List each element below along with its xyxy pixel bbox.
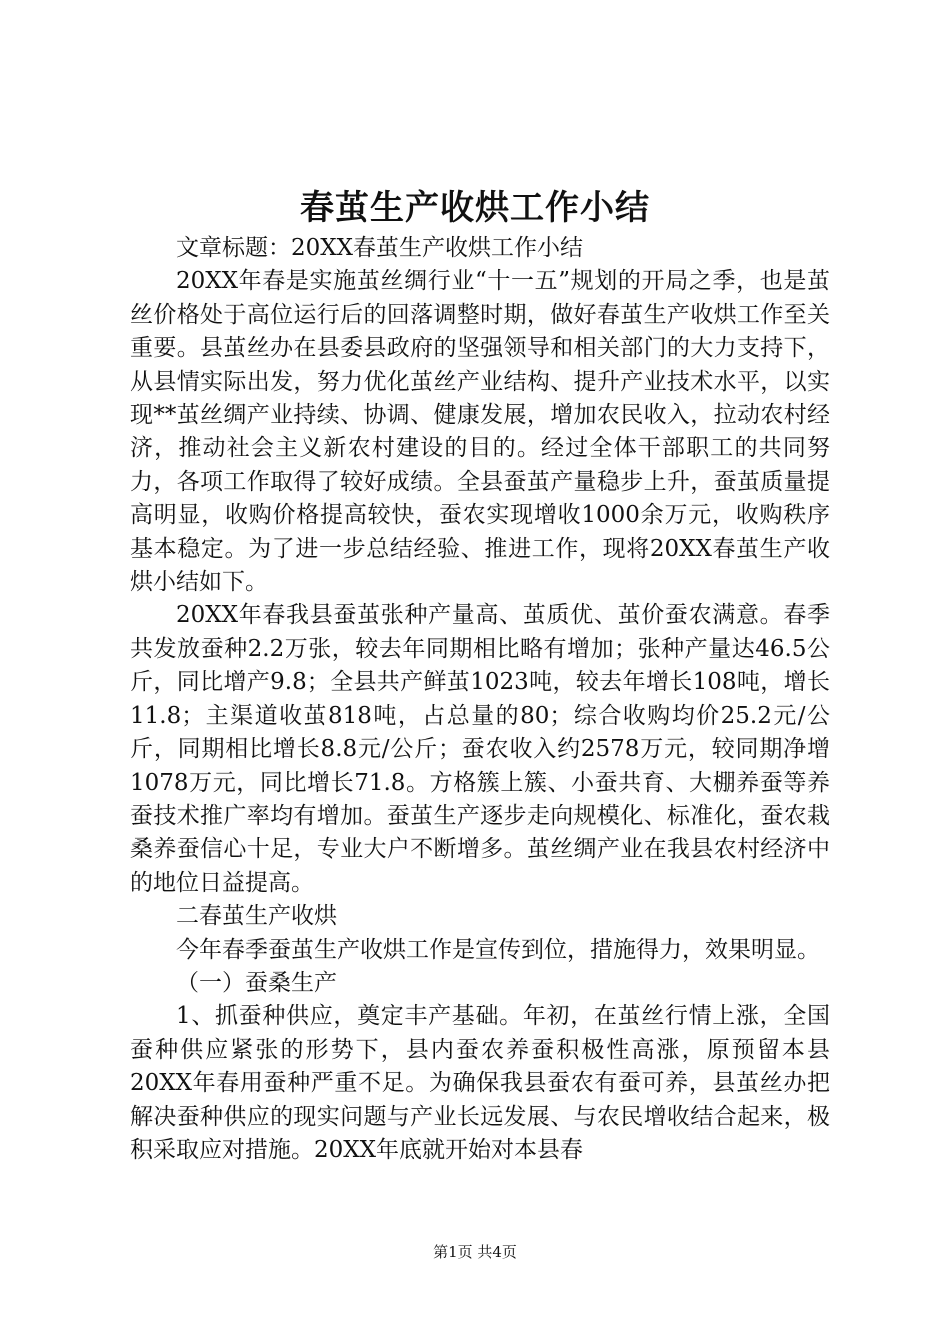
subsection-heading: （一）蚕桑生产 — [176, 969, 337, 996]
paragraph-summary: 今年春季蚕茧生产收烘工作是宣传到位，措施得力，效果明显。 — [176, 936, 820, 963]
paragraph-item-1: 1、抓蚕种供应，奠定丰产基础。年初，在茧丝行情上涨，全国蚕种供应紧张的形势下，县内蚕农养蚕积极性高涨，原预留本县20XX年春用蚕种严重不足。为确保我县蚕农有蚕可养，县茧丝办把解决蚕种供应的现实问题与产业长远发展、与农民增收结合起来，极积采取应对措施。20XX年底就开始对本县春 — [130, 1003, 830, 1163]
page-footer: 第1页 共4页 — [433, 1243, 517, 1261]
section-heading: 二春茧生产收烘 — [176, 903, 337, 930]
article-title-line: 文章标题：20XX春茧生产收烘工作小结 — [176, 235, 584, 261]
paragraph-intro: 20XX年春是实施茧丝绸行业“十一五”规划的开局之季，也是茧丝价格处于高位运行后的回落调整时期，做好春茧生产收烘工作至关重要。县茧丝办在县委县政府的坚强领导和相关部门的大力支持下，从县情实际出发，努力优化茧丝产业结构、提升产业技术水平，以实现**茧丝绸产业持续、协调、健康发展，增加农民收入，拉动农村经济，推动社会主义新农村建设的目的。经过全体干部职工的共同努力，各项工作取得了较好成绩。全县蚕茧产量稳步上升，蚕茧质量提高明显，收购价格提高较快，蚕农实现增收1000余万元，收购秩序基本稳定。为了进一步总结经验、推进工作，现将20XX春茧生产收烘小结如下。 — [130, 268, 830, 596]
document-body — [130, 232, 830, 1167]
document-title: 春茧生产收烘工作小结 — [300, 188, 650, 228]
paragraph-results: 20XX年春我县蚕茧张种产量高、茧质优、茧价蚕农满意。春季共发放蚕种2.2万张，较去年同期相比略有增加；张种产量达46.5公斤，同比增产9.8；全县共产鲜茧1023吨，较去年增长108吨，增长11.8；主渠道收茧818吨，占总量的80；综合收购均价25.2元/公斤，同期相比增长8.8元/公斤；蚕农收入约2578万元，较同期净增1078万元，同比增长71.8。方格簇上簇、小蚕共育、大棚养蚕等养蚕技术推广率均有增加。蚕茧生产逐步走向规模化、标准化，蚕农栽桑养蚕信心十足，专业大户不断增多。茧丝绸产业在我县农村经济中的地位日益提高。 — [130, 602, 830, 896]
